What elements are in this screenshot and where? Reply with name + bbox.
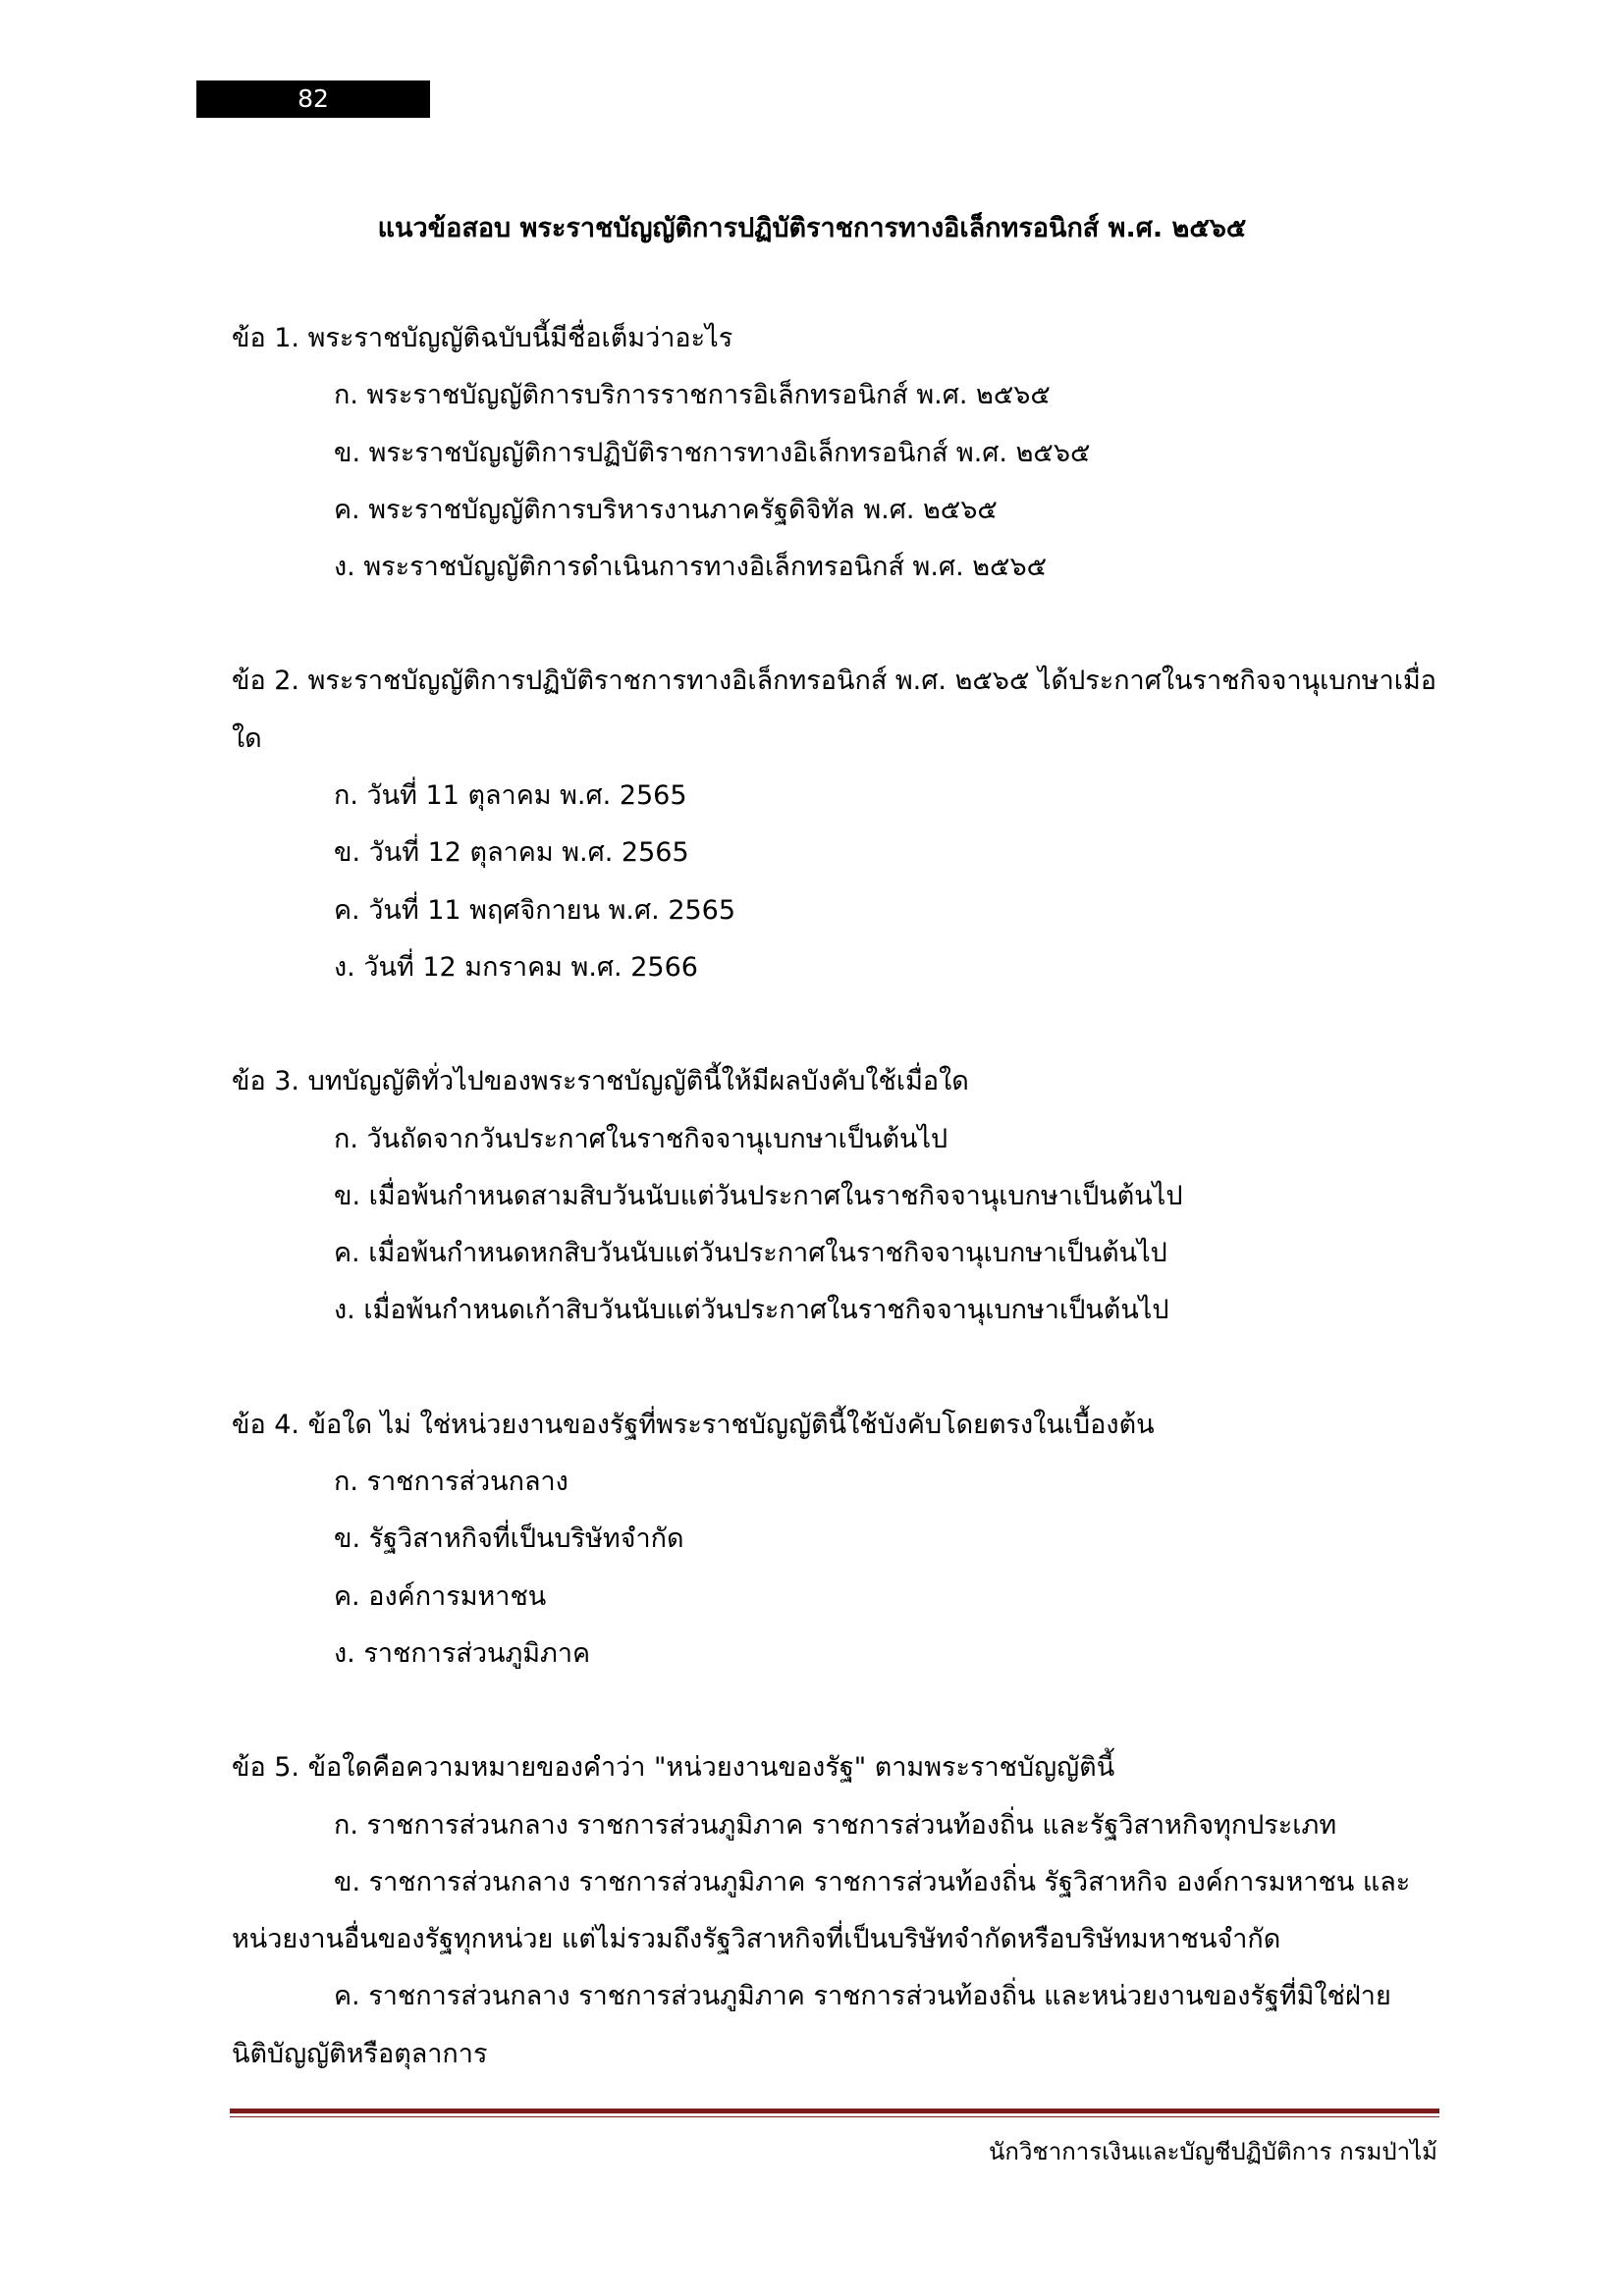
footer-divider — [230, 2109, 1439, 2117]
question-list — [232, 310, 1439, 2140]
question-text: ข้อ 5. ข้อใดคือความหมายของคำว่า "หน่วยงานของรัฐ" ตามพระราชบัญญัตินี้ — [232, 1752, 1115, 1784]
answer-option: ข. ราชการส่วนกลาง ราชการส่วนภูมิภาค ราชการส่วนท้องถิ่น รัฐวิสาหกิจ องค์การมหาชน และหน่วยงานอื่นของรัฐทุกหน่วย แต่ไม่รวมถึงรัฐวิสาหกิจที่เป็นบริษัทจำกัดหรือบริษัทมหาชนจำกัด — [232, 1866, 1411, 1955]
question-text: ข้อ 3. บทบัญญัติทั่วไปของพระราชบัญญัตินี้ให้มีผลบังคับใช้เมื่อใด — [232, 1066, 969, 1097]
question-4 — [232, 1397, 1439, 1682]
answer-option: ก. วันถัดจากวันประกาศในราชกิจจานุเบกษาเป็นต้นไป — [334, 1123, 948, 1154]
answer-option: ง. พระราชบัญญัติการดำเนินการทางอิเล็กทรอนิกส์ พ.ศ. ๒๕๖๕ — [334, 552, 1048, 583]
answer-option: ก. พระราชบัญญัติการบริการราชการอิเล็กทรอนิกส์ พ.ศ. ๒๕๖๕ — [334, 380, 1051, 411]
answer-option: ค. เมื่อพ้นกำหนดหกสิบวันนับแต่วันประกาศในราชกิจจานุเบกษาเป็นต้นไป — [334, 1238, 1167, 1269]
question-text: ข้อ 4. ข้อใด ไม่ ใช่หน่วยงานของรัฐที่พระราชบัญญัตินี้ใช้บังคับโดยตรงในเบื้องต้น — [232, 1409, 1155, 1440]
answer-option: ข. พระราชบัญญัติการปฏิบัติราชการทางอิเล็กทรอนิกส์ พ.ศ. ๒๕๖๕ — [334, 437, 1091, 468]
answer-option: ค. วันที่ 11 พฤศจิกายน พ.ศ. 2565 — [334, 894, 736, 926]
question-3 — [232, 1053, 1439, 1339]
answer-option: ก. ราชการส่วนกลาง — [334, 1467, 568, 1498]
answer-option: ง. วันที่ 12 มกราคม พ.ศ. 2566 — [334, 951, 698, 983]
page-number: 82 — [196, 80, 430, 118]
document-title: แนวข้อสอบ พระราชบัญญัติการปฏิบัติราชการทางอิเล็กทรอนิกส์ พ.ศ. ๒๕๖๕ — [377, 213, 1247, 243]
answer-option: ข. วันที่ 12 ตุลาคม พ.ศ. 2565 — [334, 837, 689, 869]
answer-option: ข. เมื่อพ้นกำหนดสามสิบวันนับแต่วันประกาศในราชกิจจานุเบกษาเป็นต้นไป — [334, 1180, 1183, 1211]
question-2 — [232, 653, 1439, 996]
answer-option: ค. องค์การมหาชน — [334, 1580, 547, 1612]
question-text: ข้อ 2. พระราชบัญญัติการปฏิบัติราชการทางอิเล็กทรอนิกส์ พ.ศ. ๒๕๖๕ ได้ประกาศในราชกิจจานุเบกษาเมื่อใด — [232, 666, 1437, 754]
answer-option: ง. เมื่อพ้นกำหนดเก้าสิบวันนับแต่วันประกาศในราชกิจจานุเบกษาเป็นต้นไป — [334, 1295, 1169, 1326]
question-1 — [232, 310, 1439, 596]
answer-option: ก. วันที่ 11 ตุลาคม พ.ศ. 2565 — [334, 780, 687, 812]
answer-option: ค. พระราชบัญญัติการบริหารงานภาครัฐดิจิทัล พ.ศ. ๒๕๖๕ — [334, 494, 998, 525]
question-5 — [232, 1739, 1439, 2083]
answer-option: ค. ราชการส่วนกลาง ราชการส่วนภูมิภาค ราชการส่วนท้องถิ่น และหน่วยงานของรัฐที่มิใช่ฝ่ายนิติบัญญัติหรือตุลาการ — [232, 1981, 1391, 2069]
question-text: ข้อ 1. พระราชบัญญัติฉบับนี้มีชื่อเต็มว่าอะไร — [232, 323, 733, 353]
answer-option: ก. ราชการส่วนกลาง ราชการส่วนภูมิภาค ราชการส่วนท้องถิ่น และรัฐวิสาหกิจทุกประเภท — [334, 1809, 1337, 1841]
footer-text: นักวิชาการเงินและบัญชีปฏิบัติการ กรมป่าไม้ — [989, 2138, 1437, 2165]
answer-option: ข. รัฐวิสาหกิจที่เป็นบริษัทจำกัด — [334, 1523, 684, 1555]
answer-option: ง. ราชการส่วนภูมิภาค — [334, 1637, 591, 1669]
